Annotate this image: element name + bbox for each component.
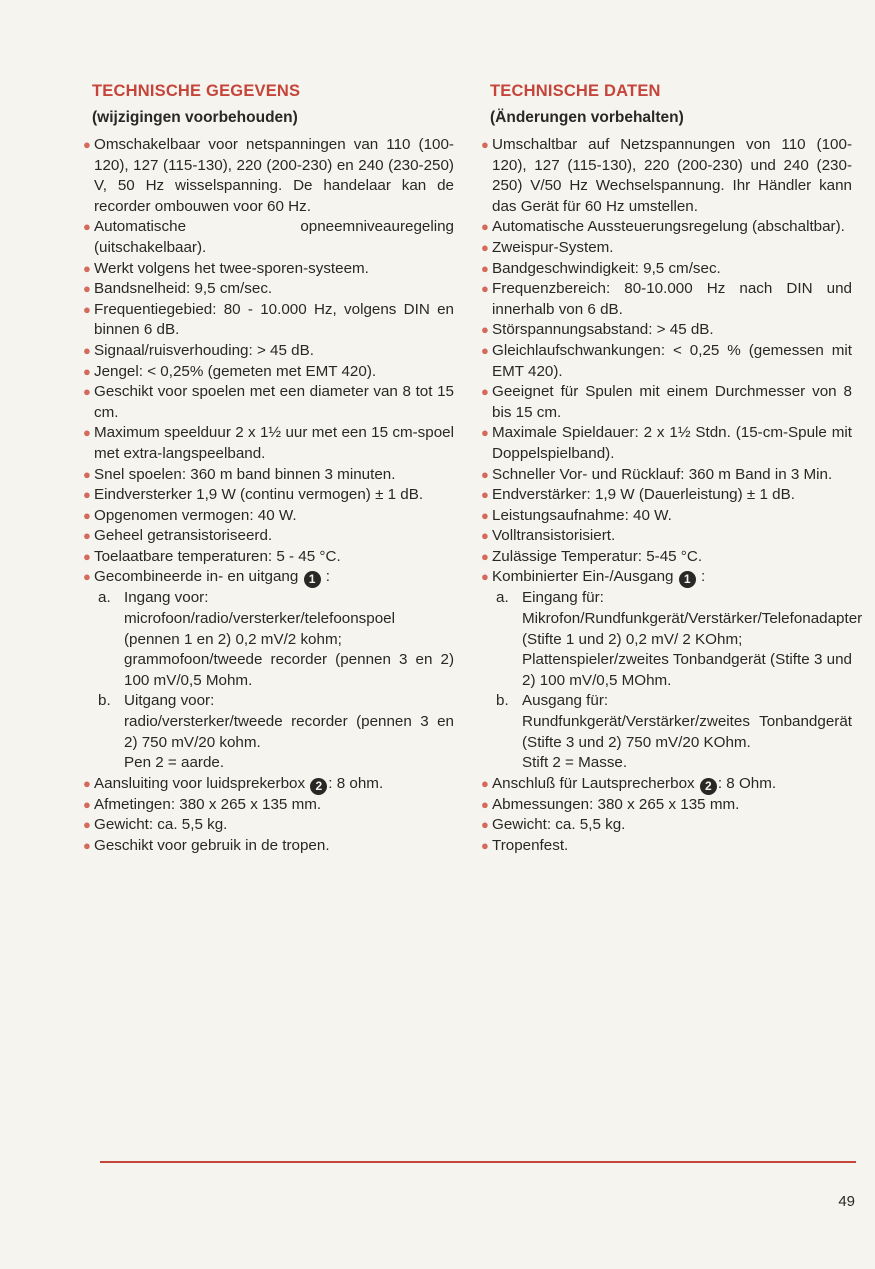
bullet-icon: ● [481,137,489,152]
spec-item: ● Störspannungsabstand: > 45 dB. [490,320,852,341]
bullet-icon: ● [481,487,489,503]
page-number: 49 [838,1193,855,1210]
german-column [481,82,863,857]
spec-item: ● Umschaltbar auf Netzspannungen von 110 (100-120), 127 (115-130), 220 (200-230) und 240 (230-250) V/50 Hz Wechselspannung. Ihr Händler kann das Gerät für 60 Hz umstellen. [481,136,852,215]
bullet-icon: ● [83,281,91,297]
spec-list [481,135,863,857]
sub-item-b: b. Ausgang für: Rundfunkgerät/Verstärker/zweites Tonbandgerät (Stifte 3 und 2) 750 mV/20 KOhm. Stift 2 = Masse. [496,692,852,772]
spec-item: ● Bandgeschwindigkeit: 9,5 cm/sec. [490,259,852,280]
spec-item: ● Gewicht: ca. 5,5 kg. [490,815,852,836]
bullet-icon: ● [83,301,91,317]
bullet-icon: ● [83,342,91,358]
spec-item: ● Frequenzbereich: 80-10.000 Hz nach DIN und innerhalb von 6 dB. [481,280,852,318]
spec-item: ● Werkt volgens het twee-sporen-systeem. [92,259,454,280]
combined-sublist [492,588,863,773]
spec-item-speaker: ● Aansluiting voor luidsprekerbox 2 : 8 ohm. [83,774,384,793]
bullet-icon: ● [83,838,91,853]
bullet-icon: ● [481,528,489,544]
bullet-icon: ● [481,796,489,812]
spec-item: ● Eindversterker 1,9 W (continu vermogen) ± 1 dB. [92,485,454,506]
bullet-icon: ● [83,548,91,564]
connector-2-icon: 2 [310,778,327,795]
spec-item: ● Toelaatbare temperaturen: 5 - 45 °C. [92,547,454,568]
spec-item: ● Automatische opneemniveauregeling (uitschakelbaar). [83,218,454,256]
bullet-icon: ● [83,796,91,812]
spec-item: ● Maximum speelduur 2 x 1½ uur met een 15 cm-spoel met extra-langspeelband. [83,424,454,462]
connector-1-icon: 1 [679,571,696,588]
bullet-icon: ● [481,548,489,564]
combined-sublist [94,588,454,773]
column-title: TECHNISCHE GEGEVENS [92,82,301,100]
spec-item: ● Schneller Vor- und Rücklauf: 360 m Band in 3 Min. [490,465,852,486]
bullet-icon: ● [481,425,489,441]
spec-item: ● Tropenfest. [490,836,852,857]
bullet-icon: ● [83,775,91,791]
column-title: TECHNISCHE DATEN [490,82,661,100]
connector-1-icon: 1 [304,571,321,588]
bullet-icon: ● [83,466,91,482]
spec-item: ● Maximale Spieldauer: 2 x 1½ Stdn. (15-cm-Spule mit Doppelspielband). [481,424,852,462]
connector-2-icon: 2 [700,778,717,795]
sub-item-a: a. Eingang für: Mikrofon/Rundfunkgerät/Verstärker/Telefonadapter (Stifte 1 und 2) 0,2 mV/ 2 KOhm; Plattenspieler/zweites Tonbandgerät (Stifte 3 und 2) 100 mV/0,5 MOhm. [496,589,863,689]
spec-item: ● Zweispur-System. [490,238,852,259]
bullet-icon: ● [83,528,91,544]
bullet-icon: ● [83,384,91,400]
sub-item-a: a. Ingang voor: microfoon/radio/versterker/telefoonspoel (pennen 1 en 2) 0,2 mV/2 kohm; grammofoon/tweede recorder (pennen 3 en 2) 100 mV/0,5 Mohm. [98,589,454,689]
bullet-icon: ● [481,281,489,297]
spec-item: ● Geeignet für Spulen mit einem Durchmesser von 8 bis 15 cm. [481,383,852,421]
spec-item: ● Frequentiegebied: 80 - 10.000 Hz, volgens DIN en binnen 6 dB. [83,300,454,339]
spec-item: ● Bandsnelheid: 9,5 cm/sec. [92,279,454,300]
bullet-icon: ● [83,137,91,152]
spec-item: ● Automatische Aussteuerungsregelung (abschaltbar). [490,217,852,238]
spec-item: ● Endverstärker: 1,9 W (Dauerleistung) ± 1 dB. [490,485,852,506]
bullet-icon: ● [83,260,91,276]
spec-item: ● Zulässige Temperatur: 5-45 °C. [490,547,852,568]
sub-item-b: b. Uitgang voor: radio/versterker/tweede recorder (pennen 3 en 2) 750 mV/20 kohm. Pen 2 = aarde. [98,692,454,772]
bullet-icon: ● [481,239,489,255]
spec-list [83,135,454,857]
bullet-icon: ● [83,487,91,503]
footer-divider [100,1161,856,1163]
spec-item: ● Snel spoelen: 360 m band binnen 3 minuten. [92,465,454,486]
bullet-icon: ● [481,817,489,833]
bullet-icon: ● [481,260,489,276]
spec-item: ● Geschikt voor gebruik in de tropen. [92,836,454,857]
spec-item: ● Leistungsaufnahme: 40 W. [490,506,852,527]
bullet-icon: ● [481,507,489,523]
spec-item: ● Jengel: < 0,25% (gemeten met EMT 420). [92,362,454,383]
spec-item-speaker: ● Anschluß für Lautsprecherbox 2 : 8 Ohm. [481,774,777,793]
spec-item: ● Omschakelbaar voor netspanningen van 110 (100-120), 127 (115-130), 220 (200-230) en 240 (230-250) V, 50 Hz wisselspanning. De handelaar kan de recorder ombouwen voor 60 Hz. [83,136,454,215]
bullet-icon: ● [83,817,91,833]
bullet-icon: ● [481,384,489,400]
spec-item: ● Volltransistorisiert. [490,526,852,547]
bullet-icon: ● [83,569,91,585]
bullet-icon: ● [481,219,489,235]
spec-item: ● Gleichlaufschwankungen: < 0,25 % (gemessen mit EMT 420). [481,341,852,380]
spec-item-combined: ● Gecombineerde in- en uitgang 1 : a. Ingang voor: microfoon/radio/versterker/telefoonspoel (pennen 1 en 2) 0,2 mV/2 kohm; grammofoon/tweede recorder (pennen 3 en 2) 100 mV/0,5 Mohm. b. Uitgang voor: radio/versterker/tweede recorder (pennen 3 en 2) 750 mV/20 kohm. Pen 2 = aarde. [92,567,454,773]
bullet-icon: ● [83,425,91,441]
bullet-icon: ● [83,219,91,235]
spec-item: ● Afmetingen: 380 x 265 x 135 mm. [92,795,454,816]
bullet-icon: ● [481,775,489,791]
spec-item: ● Geheel getransistoriseerd. [92,526,454,547]
spec-item: ● Opgenomen vermogen: 40 W. [92,506,454,527]
bullet-icon: ● [481,838,489,853]
spec-item: ● Geschikt voor spoelen met een diameter van 8 tot 15 cm. [83,383,454,421]
bullet-icon: ● [481,342,489,358]
spec-item: ● Gewicht: ca. 5,5 kg. [92,815,454,836]
dutch-column [83,82,454,857]
bullet-icon: ● [83,363,91,379]
column-subtitle: (wijzigingen voorbehouden) [92,109,298,126]
bullet-icon: ● [481,569,489,585]
bullet-icon: ● [481,466,489,482]
spec-item: ● Signaal/ruisverhouding: > 45 dB. [92,341,454,362]
bullet-icon: ● [83,507,91,523]
bullet-icon: ● [481,322,489,338]
spec-item: ● Abmessungen: 380 x 265 x 135 mm. [490,795,852,816]
column-subtitle: (Änderungen vorbehalten) [490,109,684,126]
spec-item-combined: ● Kombinierter Ein-/Ausgang 1 : a. Eingang für: Mikrofon/Rundfunkgerät/Verstärker/Telefonadapter (Stifte 1 und 2) 0,2 mV/ 2 KOhm; Plattenspieler/zweites Tonbandgerät (Stifte 3 und 2) 100 mV/0,5 MOhm. b. Ausgang für: Rundfunkgerät/Verstärker/zweites Tonbandgerät (Stifte 3 und 2) 750 mV/20 KOhm. Stift 2 = Masse. [490,567,852,773]
